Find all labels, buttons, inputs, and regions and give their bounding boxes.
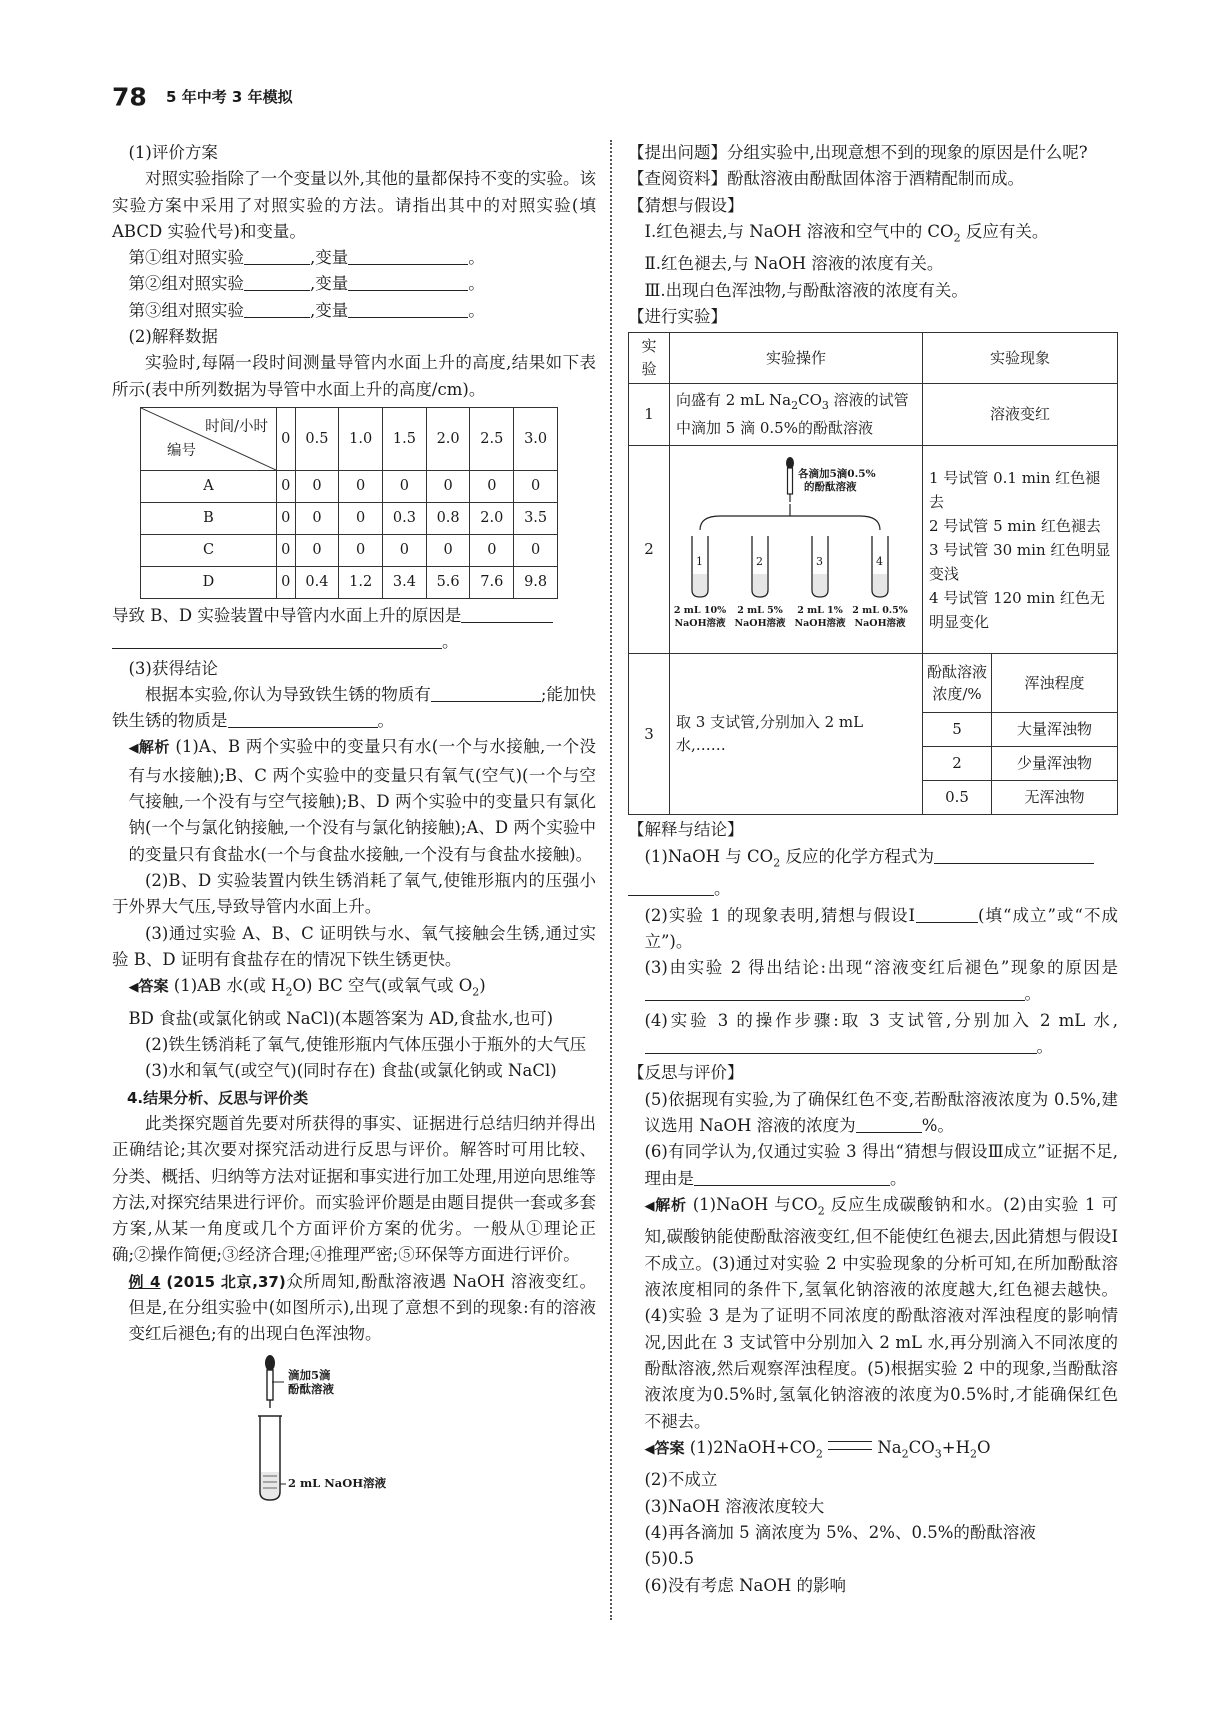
corner-top-label: 时间/小时: [205, 418, 268, 435]
question-raised: 【提出问题】分组实验中,出现意想不到的现象的原因是什么呢?: [628, 143, 1088, 162]
question-3: (3)由实验 2 得出结论:出现“溶液变红后褪色”现象的原因是。: [644, 958, 1118, 1004]
figure-drop-label: 滴加5滴 酚酞溶液: [288, 1367, 334, 1396]
exp1-operation: 向盛有 2 mL $Na_2CO_3$ 溶液的试管中滴加 5 滴 0.5%的酚酞溶液: [670, 384, 923, 446]
exp2-figure: [670, 446, 923, 654]
answer-blank[interactable]: [645, 1035, 1037, 1054]
answer-blank[interactable]: [112, 630, 442, 649]
example-label: 例 4: [128, 1272, 161, 1291]
section-4-text: 此类探究题首先要对所获得的事实、证据进行总结归纳并得出正确结论;其次要对探究活动进行反思与评价。解答时可用比较、分类、概括、归纳等方法对证据和事实进行加工处理,用逆向思维等方法,对探究结果进行评价。而实验评价题是由题目提供一套或多套方案,从某一角度或几个方面评价方案的优劣。一般从①理论正确;②操作简便;③经济合理;④推理严密;⑤环保等方面进行评价。: [112, 1113, 596, 1265]
answer-line-3: (3)NaOH 溶液浓度较大: [644, 1496, 825, 1516]
exp3-operation: 取 3 支试管,分别加入 2 mL 水,……: [670, 654, 923, 815]
answer-line-4: (4)再各滴加 5 滴浓度为 5%、2%、0.5%的酚酞溶液: [644, 1522, 1036, 1542]
book-title: 5 年中考 3 年模拟: [166, 88, 293, 107]
tube-label: 2 mL 0.5% NaOH溶液: [852, 604, 908, 629]
left-column: [112, 140, 596, 1504]
answer-blank[interactable]: [856, 1114, 922, 1133]
table-header: 实验: [629, 333, 670, 384]
answer-blank[interactable]: [244, 246, 310, 265]
hypothesis-2: Ⅱ.红色褪去,与 NaOH 溶液的浓度有关。: [644, 254, 944, 274]
experiment-table: [628, 332, 1118, 815]
tube-label: 2 mL 10% NaOH溶液: [673, 604, 727, 629]
answer-blank[interactable]: [628, 877, 714, 896]
group-line-3: 第③组对照实验 ,变量 。: [128, 300, 485, 320]
answer-blank[interactable]: [348, 299, 468, 318]
table-row: A 0 0 0 0 0 0 0: [141, 470, 558, 502]
group-line-2: 第②组对照实验 ,变量 。: [128, 274, 485, 294]
analysis-paragraph-2: (2)B、D 实验装置内铁生锈消耗了氧气,使锥形瓶内的压强小于外界大气压,导致导管内水面上升。: [112, 870, 596, 917]
table-row: 2 少量浑浊物: [923, 747, 1117, 781]
table-header: 实验现象: [923, 333, 1118, 384]
question-1-cont: 。: [628, 876, 1118, 902]
table-row: D 0 0.4 1.2 3.4 5.6 7.6 9.8: [141, 566, 558, 598]
exp2-results: 1 号试管 0.1 min 红色褪去 2 号试管 5 min 红色褪去 3 号试管 30 min 红色明显变浅 4 号试管 120 min 红色无明显变化: [923, 446, 1118, 654]
tube-number: 2: [756, 554, 763, 568]
answer-paragraph-3: (3)水和氧气(或空气)(同时存在) 食盐(或氯化钠或 NaCl): [145, 1061, 557, 1081]
exp3-results: [923, 654, 1118, 815]
answer-blank[interactable]: [244, 272, 310, 291]
conclusion-title: (3)获得结论: [128, 658, 218, 678]
answer-blank[interactable]: [228, 709, 378, 728]
example-source: (2015 北京,37): [166, 1272, 286, 1291]
answer-paragraph-1: ◀答案 (1)AB 水(或 $H_2O$) BC 空气(或氧气或 $O_2$): [128, 976, 486, 999]
answer-paragraph-2: (2)铁生锈消耗了氧气,使锥形瓶内气体压强小于瓶外的大气压: [145, 1035, 587, 1055]
page-number: 78: [112, 82, 147, 112]
table-row: 1 向盛有 2 mL $Na_2CO_3$ 溶液的试管中滴加 5 滴 0.5%的酚酞溶液 溶液变红: [629, 384, 1118, 446]
answer-blank[interactable]: [431, 683, 541, 702]
time-header: 0: [277, 407, 296, 470]
time-header: 1.5: [383, 407, 427, 470]
analysis-paragraph: ◀解析 (1)NaOH 与$CO_2$ 反应生成碳酸钠和水。(2)由实验 1 可知,碳酸钠能使酚酞溶液变红,但不能使红色褪去,因此猜想与假设Ⅰ不成立。(3)通过对实验 2 中实验现象的分析可知,在所加酚酞溶液浓度相同的条件下,氢氧化钠溶液的浓度越大,红色褪去越快。(4)实验 3 是为了证明不同浓度的酚酞溶液对浑浊程度的影响情况,因此在 3 支试管中分别加入 2 mL 水,再分别滴入不同浓度的酚酞溶液,然后观察浑浊程度。(5)根据实验 2 中的现象,当酚酞溶液浓度为0.5%时,氢氧化钠溶液的浓度为0.5%时,才能确保红色不褪去。: [644, 1194, 1118, 1431]
tube-label: 2 mL 1% NaOH溶液: [794, 604, 846, 629]
tube-number: 3: [816, 554, 823, 568]
question-4: (4)实验 3 的操作步骤:取 3 支试管,分别加入 2 mL 水,。: [644, 1010, 1118, 1057]
right-column: [628, 140, 1118, 1599]
reflection-label: 【反思与评价】: [628, 1063, 744, 1083]
answer-line-6: (6)没有考虑 NaOH 的影响: [644, 1575, 847, 1595]
answer-blank[interactable]: [916, 904, 978, 923]
experiment-label: 【进行实验】: [628, 307, 727, 327]
time-header: 3.0: [514, 407, 558, 470]
analysis-icon: ◀: [644, 1198, 656, 1214]
cause-question: 导致 B、D 实验装置中导管内水面上升的原因是: [112, 603, 596, 629]
tube-number: 4: [876, 554, 883, 568]
hypothesis-1: Ⅰ.红色褪去,与 NaOH 溶液和空气中的 $CO_2$ 反应有关。: [644, 221, 1049, 245]
answer-line-2: (2)不成立: [644, 1470, 718, 1490]
hypothesis-label: 【猜想与假设】: [628, 195, 744, 215]
analysis-paragraph-3: (3)通过实验 A、B、C 证明铁与水、氧气接触会生锈,通过实验 B、D 证明有食盐存在的情况下铁生锈更快。: [112, 923, 596, 969]
question-5: (5)依据现有实验,为了确保红色不变,若酚酞溶液浓度为 0.5%,建议选用 NaOH 溶液的浓度为 %。: [644, 1089, 1118, 1135]
eval-title: (1)评价方案: [128, 143, 218, 162]
figure-solution-label: 2 mL NaOH溶液: [288, 1475, 387, 1490]
table-row: B 0 0 0 0.3 0.8 2.0 3.5: [141, 502, 558, 534]
table-header: 实验操作: [670, 333, 923, 384]
analysis-paragraph-1: ◀解析 (1)A、B 两个实验中的变量只有水(一个与水接触,一个没有与水接触);B、C 两个实验中的变量只有氧气(空气)(一个与空气接触,一个没有与空气接触);B、D 两个实验中的变量只有氯化钠(一个与氯化钠接触,一个没有与氯化钠接触);A、D 两个实验中的变量只有食盐水(一个与食盐水接触,一个没有与食盐水接触)。: [128, 737, 596, 864]
answer-icon: ◀: [644, 1441, 655, 1457]
table-row: 3 取 3 支试管,分别加入 2 mL 水,…… 酚酞溶液浓度/% 浑浊程度 5 大量浑浊物 2 少量浑浊物 0.5 无浑浊物: [629, 654, 1118, 815]
exp2-drop-label: 各滴加5滴0.5% 的酚酞溶液: [798, 467, 876, 493]
equation-equals-icon: [828, 1441, 872, 1450]
example-4: 例 4 (2015 北京,37)众所周知,酚酞溶液遇 NaOH 溶液变红。但是,在分组实验中(如图所示),出现了意想不到的现象:有的溶液变红后褪色;有的出现白色浑浊物。: [128, 1271, 596, 1344]
eval-text: 对照实验指除了一个变量以外,其他的量都保持不变的实验。该实验方案中采用了对照实验的方法。请指出其中的对照实验(填 ABCD 实验代号)和变量。: [112, 169, 596, 241]
corner-bottom-label: 编号: [167, 442, 196, 459]
table-corner-cell: [141, 407, 277, 470]
answer-blank[interactable]: [694, 1167, 890, 1186]
answer-blank[interactable]: [461, 604, 553, 623]
rust-data-table: [140, 407, 558, 599]
section-4-title: 4.结果分析、反思与评价类: [127, 1088, 309, 1107]
table-row: 5 大量浑浊物: [923, 712, 1117, 746]
time-header: 2.0: [426, 407, 470, 470]
time-header: 2.5: [470, 407, 514, 470]
column-divider: [610, 140, 612, 1620]
analysis-icon: ◀: [128, 741, 139, 757]
time-header: 1.0: [339, 407, 383, 470]
reference-info: 【查阅资料】酚酞溶液由酚酞固体溶于酒精配制而成。: [628, 169, 1024, 189]
explanation-label: 【解释与结论】: [628, 820, 744, 840]
question-6: (6)有同学认为,仅通过实验 3 得出“猜想与假设Ⅲ成立”证据不足,理由是 。: [644, 1142, 1118, 1188]
test-tube-figure: [112, 1354, 596, 1504]
question-2: (2)实验 1 的现象表明,猜想与假设Ⅰ (填“成立”或“不成立”)。: [644, 905, 1118, 951]
table-header: 浑浊程度: [992, 654, 1118, 712]
question-1: (1)NaOH 与 $CO_2$ 反应的化学方程式为: [628, 844, 1118, 877]
answer-icon: ◀: [128, 980, 139, 996]
answer-blank[interactable]: [348, 272, 468, 291]
group-line-1: 第①组对照实验 ,变量 。: [128, 248, 485, 268]
answer-line-5: (5)0.5: [644, 1549, 695, 1569]
tube-number: 1: [696, 554, 703, 568]
data-text: 实验时,每隔一段时间测量导管内水面上升的高度,结果如下表所示(表中所列数据为导管中水面上升的高度/cm)。: [112, 353, 596, 399]
tube-label: 2 mL 5% NaOH溶液: [734, 604, 786, 629]
hypothesis-3: Ⅲ.出现白色浑浊物,与酚酞溶液的浓度有关。: [644, 280, 968, 300]
answer-line-1: ◀答案 $(1)2NaOH+CO_2$ $Na_2CO_3+H_2O$: [644, 1437, 991, 1461]
answer-blank[interactable]: [244, 299, 310, 318]
answer-blank[interactable]: [645, 982, 1025, 1001]
answer-blank[interactable]: [348, 246, 468, 265]
conclusion-question: 根据本实验,你认为导致铁生锈的物质有 ;能加快铁生锈的物质是 。: [112, 684, 596, 731]
cause-blank-line: 。: [112, 629, 596, 655]
data-title: (2)解释数据: [128, 327, 218, 347]
answer-paragraph-1-cont: BD 食盐(或氯化钠或 NaCl)(本题答案为 AD,食盐水,也可): [128, 1008, 554, 1028]
time-header: 0.5: [295, 407, 339, 470]
table-row: 2 各滴加5滴0.5% 的酚酞溶液 1 2 3 4 2 mL 10% NaOH溶液 2 mL 5% NaOH溶液 2 mL 1% NaOH溶液 2 mL 0.5% NaOH溶液 1 号试管 0.1 min 红色褪去 2 号试管 5 min 红色褪去 3 号试管 30 min 红色明显变浅 4 号试管 120 min 红色无明显变化: [629, 446, 1118, 654]
table-row: 0.5 无浑浊物: [923, 781, 1117, 815]
table-header: 酚酞溶液浓度/%: [923, 654, 992, 712]
answer-blank[interactable]: [934, 845, 1094, 864]
page-header: [112, 84, 293, 114]
table-row: C 0 0 0 0 0 0 0: [141, 534, 558, 566]
